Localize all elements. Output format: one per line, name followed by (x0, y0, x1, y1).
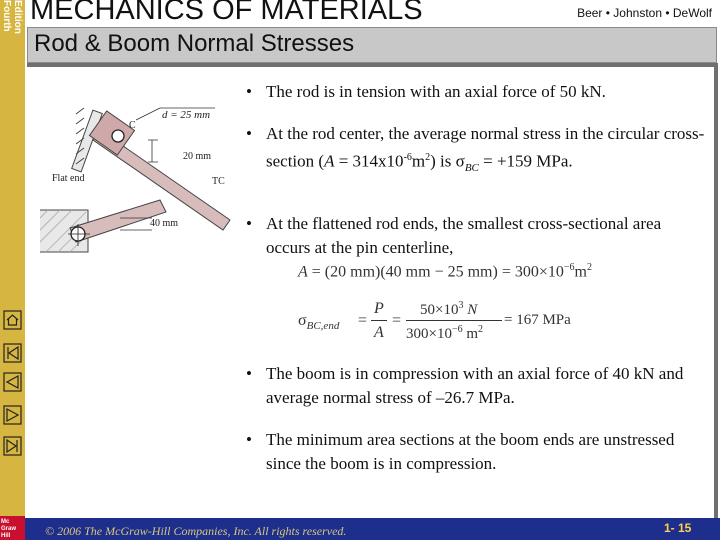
book-title: MECHANICS OF MATERIALS (30, 0, 423, 26)
eq2-den-unit-exp: 2 (478, 324, 484, 335)
bullet-boom-compression (246, 362, 706, 410)
figure-label-20mm: 20 mm (183, 151, 212, 162)
eq2-equals-1: = (358, 312, 368, 329)
eq1-unit-exp: 2 (586, 262, 592, 273)
pin-c (112, 130, 124, 142)
bullet-text (266, 122, 706, 180)
figure-label-d: d = 25 mm (162, 109, 211, 121)
eq2-num-exp: 3 (458, 300, 464, 311)
b2-a: A (324, 151, 335, 171)
last-slide-icon[interactable] (3, 436, 22, 456)
b2-unit: m (411, 151, 426, 171)
bullet-text: The rod is in tension with an axial force of 50 kN. (266, 82, 606, 101)
rod-connection-figure (40, 100, 240, 260)
slide-title: Rod & Boom Normal Stresses (34, 30, 355, 57)
bullet-dot: • (246, 430, 252, 449)
eq1-exp: −6 (563, 262, 575, 273)
figure-label-flat-end: Flat end (52, 173, 85, 184)
b2-exp: -6 (403, 152, 412, 163)
eq1-rhs: = (20 mm)(40 mm − 25 mm) = 300×10 (311, 263, 564, 281)
b2-mid: = 314x10 (334, 151, 404, 171)
b2-unit-exp: 2 (425, 152, 431, 163)
bullet-text: At the flattened rod ends, the smallest cross-sectional area occurs at the pin centerline, (266, 214, 662, 257)
eq2-p: P (374, 300, 384, 317)
equation-stress-end (298, 298, 598, 348)
bullet-rod-center-stress (246, 122, 706, 180)
right-rule (714, 63, 718, 521)
mcgraw-hill-logo (0, 516, 25, 540)
eq2-den: 300×10 (406, 326, 452, 342)
eq2-den-unit: m (462, 326, 479, 342)
eq2-sigma-symbol: σ (298, 312, 307, 329)
eq2-num-unit: N (463, 302, 478, 318)
logo-line-3: Hill (1, 533, 11, 539)
next-slide-icon[interactable] (3, 405, 22, 425)
eq2-numerator (420, 300, 477, 319)
bullet-rod-tension (246, 80, 706, 104)
copyright: © 2006 The McGraw-Hill Companies, Inc. All rights reserved. (45, 524, 347, 538)
figure-label-40mm: 40 mm (150, 218, 179, 229)
eq2-num: 50×10 (420, 302, 459, 318)
b2-post2: = +159 MPa. (478, 151, 573, 171)
b2-pre: At the rod center, the average normal stress in the circular cross-section ( (266, 124, 705, 171)
authors: Beer • Johnston • DeWolf (577, 6, 712, 20)
bullet-dot: • (246, 124, 252, 143)
b2-post1: ) is σ (430, 151, 465, 171)
eq1-unit: m (574, 263, 587, 281)
eq2-sub: BC,end (306, 320, 340, 333)
bullet-text: The boom is in compression with an axial force of 40 kN and average normal stress of –26.7 MPa. (266, 364, 684, 407)
page-number: 1- 15 (664, 521, 692, 535)
equation-area (298, 262, 592, 281)
eq2-equals-2: = (392, 312, 402, 329)
bullet-dot: • (246, 364, 252, 383)
bullet-dot: • (246, 214, 252, 233)
eq2-fraction-bar-2 (406, 320, 502, 321)
top-rule (27, 63, 717, 67)
eq2-fraction-bar-1 (371, 320, 387, 321)
eq2-result: = 167 MPa (504, 312, 571, 328)
bullet-flattened-ends (246, 212, 706, 260)
logo-line-2: Graw (1, 526, 17, 532)
eq2-sigma (298, 312, 339, 332)
eq1-lhs: A (298, 263, 308, 281)
dimension-20mm-line (148, 140, 158, 162)
logo-line-1: Mc (1, 519, 10, 525)
bullet-text: The minimum area sections at the boom ends are unstressed since the boom is in compression. (266, 430, 675, 473)
eq2-a: A (374, 324, 384, 341)
sidebar (0, 0, 25, 540)
figure-label-c: C (129, 120, 136, 131)
edition-line-1: Fourth (1, 0, 12, 32)
edition-label (0, 0, 25, 60)
b2-sub: BC (464, 162, 479, 175)
bullet-dot: • (246, 82, 252, 101)
home-icon[interactable] (3, 310, 22, 330)
edition-line-2: Edition (12, 0, 23, 34)
eq2-denominator (406, 324, 483, 343)
previous-slide-icon[interactable] (3, 372, 22, 392)
eq2-den-exp: −6 (451, 324, 463, 335)
bullet-boom-ends (246, 428, 706, 476)
first-slide-icon[interactable] (3, 343, 22, 363)
figure-label-tc: TC (212, 176, 225, 187)
